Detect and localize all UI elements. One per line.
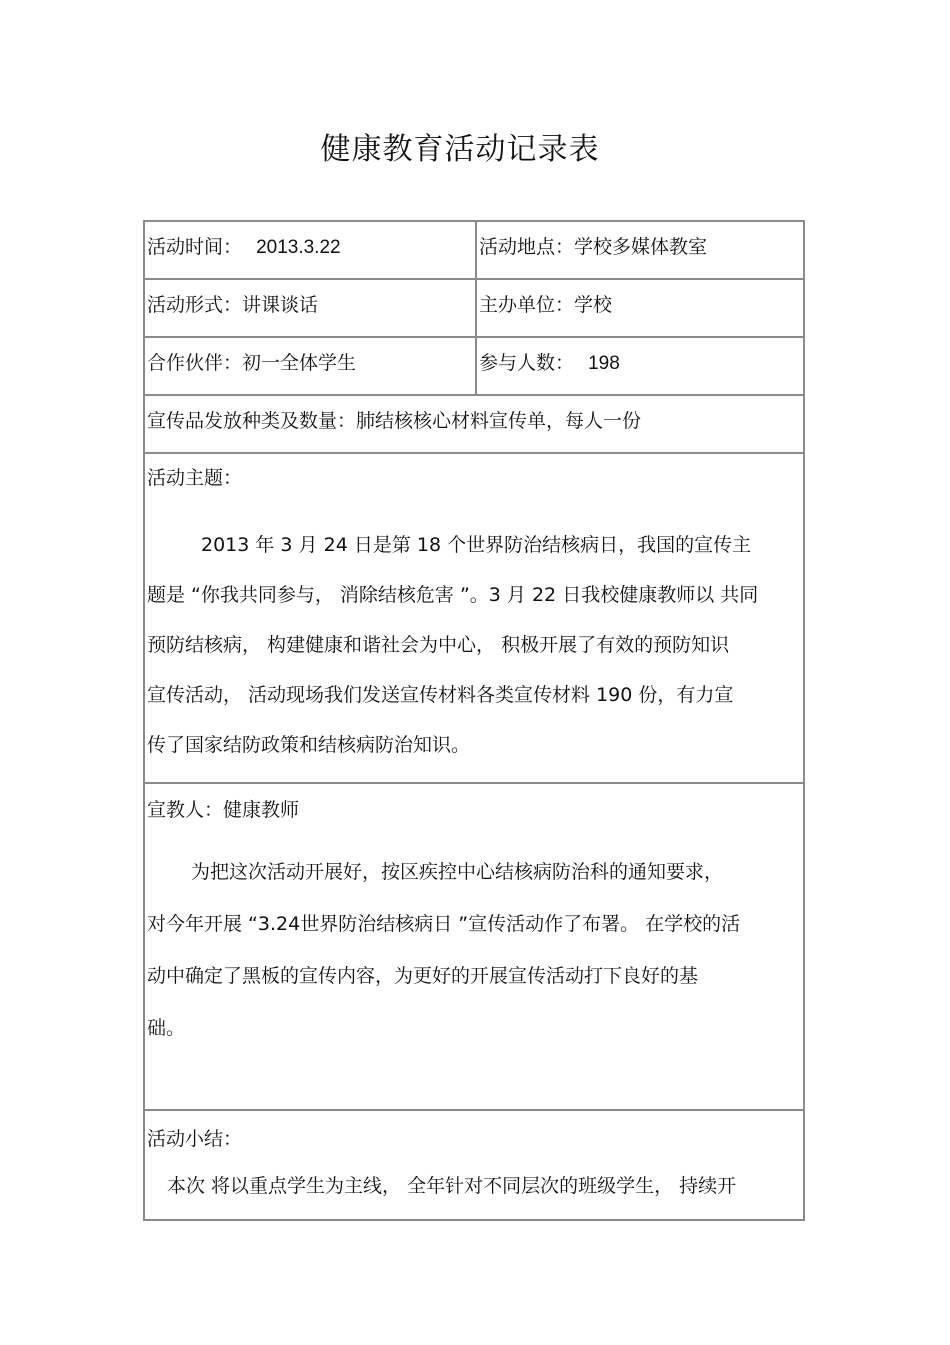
educator-line: 为把这次活动开展好，按区疾控中心结核病防治科的通知要求， bbox=[191, 861, 724, 883]
summary-paragraph bbox=[147, 1161, 803, 1211]
educator-label: 宣教人：健康教师 bbox=[147, 799, 300, 821]
theme-line: 2013 年 3 月 24 日是第 18 个世界防治结核病日，我国的宣传主 bbox=[201, 534, 752, 556]
table-row bbox=[145, 396, 803, 454]
record-table bbox=[143, 220, 805, 1221]
partner-value: 初一全体学生 bbox=[242, 352, 357, 374]
organizer-value: 学校 bbox=[574, 294, 613, 316]
partner-label: 合作伙伴： bbox=[147, 352, 243, 374]
table-row bbox=[145, 784, 803, 1111]
theme-line: 宣传活动， 活动现场我们发送宣传材料各类宣传材料 190 份，有力宣 bbox=[147, 684, 734, 706]
activity-form-value: 讲课谈话 bbox=[242, 294, 319, 316]
educator-cell bbox=[145, 784, 803, 1109]
participants-cell bbox=[477, 338, 803, 394]
activity-time-cell bbox=[145, 222, 477, 278]
table-row bbox=[145, 1111, 803, 1219]
theme-cell bbox=[145, 454, 803, 782]
educator-line: 动中确定了黑板的宣传内容，为更好的开展宣传活动打下良好的基 bbox=[147, 965, 699, 987]
materials-cell: 宣传品发放种类及数量：肺结核核心材料宣传单，每人一份 bbox=[147, 410, 642, 432]
table-row bbox=[145, 454, 803, 784]
theme-line: 题是 “你我共同参与， 消除结核危害 ”。3 月 22 日我校健康教师以 共同 bbox=[147, 584, 759, 606]
activity-place-label: 活动地点： bbox=[479, 236, 575, 258]
educator-paragraph bbox=[147, 846, 803, 1054]
summary-line: 本次 将以重点学生为主线， 全年针对不同层次的班级学生， 持续开 bbox=[167, 1175, 737, 1197]
activity-time-label: 活动时间： bbox=[147, 236, 243, 258]
partner-cell bbox=[145, 338, 477, 394]
theme-paragraph bbox=[147, 520, 803, 770]
activity-place-value: 学校多媒体教室 bbox=[574, 236, 708, 258]
activity-time-value: 2013.3.22 bbox=[256, 237, 341, 258]
educator-line: 对今年开展 “3.24世界防治结核病日 ”宣传活动作了布署。 在学校的活 bbox=[147, 913, 741, 935]
summary-label: 活动小结： bbox=[147, 1128, 243, 1150]
table-row bbox=[145, 222, 803, 280]
activity-form-cell bbox=[145, 280, 477, 336]
theme-line: 预防结核病， 构建健康和谐社会为中心， 积极开展了有效的预防知识 bbox=[147, 634, 730, 656]
theme-line: 传了国家结防政策和结核病防治知识。 bbox=[147, 734, 471, 756]
participants-label: 参与人数： bbox=[479, 352, 575, 374]
organizer-cell bbox=[477, 280, 803, 336]
page-title: 健康教育活动记录表 bbox=[320, 132, 600, 167]
activity-form-label: 活动形式： bbox=[147, 294, 243, 316]
theme-label: 活动主题： bbox=[147, 467, 243, 489]
organizer-label: 主办单位： bbox=[479, 294, 575, 316]
table-row bbox=[145, 338, 803, 396]
summary-cell bbox=[145, 1111, 803, 1219]
participants-value: 198 bbox=[588, 353, 620, 374]
table-row bbox=[145, 280, 803, 338]
activity-place-cell bbox=[477, 222, 803, 278]
educator-line: 础。 bbox=[147, 1017, 186, 1039]
